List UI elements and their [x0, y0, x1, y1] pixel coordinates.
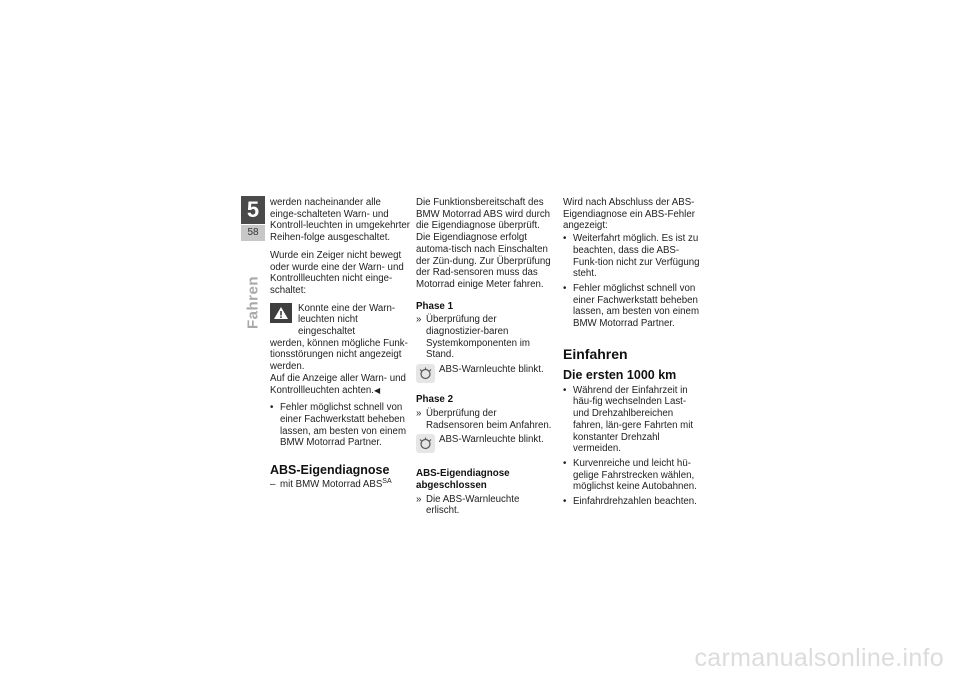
arrow-marker: »	[416, 493, 422, 505]
bullet-item: • Einfahrdrehzahlen beachten.	[563, 496, 697, 508]
paragraph: Wird nach Abschluss der ABS-Eigendiagnose ein ABS-Fehler angezeigt:	[563, 197, 695, 232]
watermark: carmanualsonline.info	[694, 644, 944, 672]
dash-item: – mit BMW Motorrad $ABS^{SA}$	[270, 477, 392, 491]
optional-equipment-mark: SA	[382, 477, 392, 485]
column-3	[563, 197, 703, 511]
bullet-marker: •	[563, 457, 567, 469]
warning-line-1: Konnte eine der Warn-	[298, 302, 396, 314]
bullet-item: • Weiterfahrt möglich. Es ist zu beachten, dass die ABS-Funk-tion nicht zur Verfügung steht.	[563, 233, 700, 280]
step-item: » Überprüfung der Radsensoren beim Anfahren.	[416, 407, 552, 431]
column-2	[416, 197, 552, 520]
chapter-tab	[241, 196, 265, 242]
lamp-text: ABS-Warnleuchte blinkt.	[439, 364, 544, 376]
paragraph: werden nacheinander alle einge-schalteten Warn- und Kontroll-leuchten in umgekehrter Reihen-folge ausgeschaltet.	[270, 197, 411, 244]
bullet-item: • Fehler möglichst schnell von einer Fachwerkstatt beheben lassen, am besten von einem BMW Motorrad Partner.	[270, 402, 407, 449]
arrow-marker: »	[416, 314, 422, 326]
chapter-name: Fahren	[244, 275, 262, 329]
arrow-marker: »	[416, 407, 422, 419]
abs-lamp-icon	[416, 434, 435, 453]
bullet-item: • Während der Einfahrzeit in häu-fig wechselnden Last- und Drehzahlbereichen fahren, län-gere Fahrten mit konstanter Drehzahl vermeiden.	[563, 384, 694, 455]
step-item: » Die ABS-Warnleuchte erlischt.	[416, 493, 520, 517]
warning-triangle-icon	[270, 303, 292, 323]
warning-line-2: leuchten nicht eingeschaltet	[298, 314, 358, 338]
page-number: 58	[241, 225, 265, 241]
lamp-info	[416, 364, 552, 384]
bullet-marker: •	[563, 282, 567, 294]
phase-1-heading: Phase 1	[416, 300, 454, 312]
dash-marker: –	[270, 479, 276, 491]
paragraph: Wurde ein Zeiger nicht bewegt oder wurde eine der Warn- und Kontrollleuchten nicht einge-schaltet:	[270, 249, 404, 296]
chapter-heading: Einfahren	[563, 345, 628, 362]
abs-lamp-icon	[416, 364, 435, 383]
warning-note: Auf die Anzeige aller Warn- und Kontrollleuchten achten.◀	[270, 372, 406, 396]
bullet-item: • Fehler möglichst schnell von einer Fachwerkstatt beheben lassen, am besten von einem BMW Motorrad Partner.	[563, 282, 700, 330]
paragraph: Die Funktionsbereitschaft des BMW Motorrad ABS wird durch die Eigendiagnose überprüft. Die Eigendiagnose erfolgt automa-tisch nach Einschalten der Zün-dung. Zur Überprüfung der Rad-sensoren muss das Motorrad einige Meter fahren.	[416, 197, 551, 290]
bullet-item: • Kurvenreiche und leicht hü-gelige Fahrstrecken wählen, möglichst keine Autobahnen.	[563, 457, 697, 493]
lamp-info	[416, 434, 552, 454]
warning-text: werden, können mögliche Funk-tionsstörungen nicht angezeigt werden.	[270, 337, 408, 373]
lamp-text: ABS-Warnleuchte blinkt.	[439, 434, 544, 446]
bullet-marker: •	[563, 496, 567, 508]
bullet-marker: •	[563, 233, 567, 245]
phase-2-heading: Phase 2	[416, 394, 454, 406]
section-heading: ABS-Eigendiagnose	[270, 463, 390, 478]
warning-block	[270, 303, 410, 397]
bullet-marker: •	[563, 384, 567, 396]
column-1	[270, 197, 410, 494]
diagnosis-complete-heading: ABS-Eigendiagnose abgeschlossen	[416, 468, 510, 491]
section-heading: Die ersten 1000 km	[563, 367, 677, 382]
bullet-marker: •	[270, 402, 274, 414]
end-mark-icon: ◀	[373, 385, 381, 395]
step-item: » Überprüfung der diagnostizier-baren Systemkomponenten im Stand.	[416, 314, 530, 361]
chapter-number: 5	[241, 196, 265, 224]
